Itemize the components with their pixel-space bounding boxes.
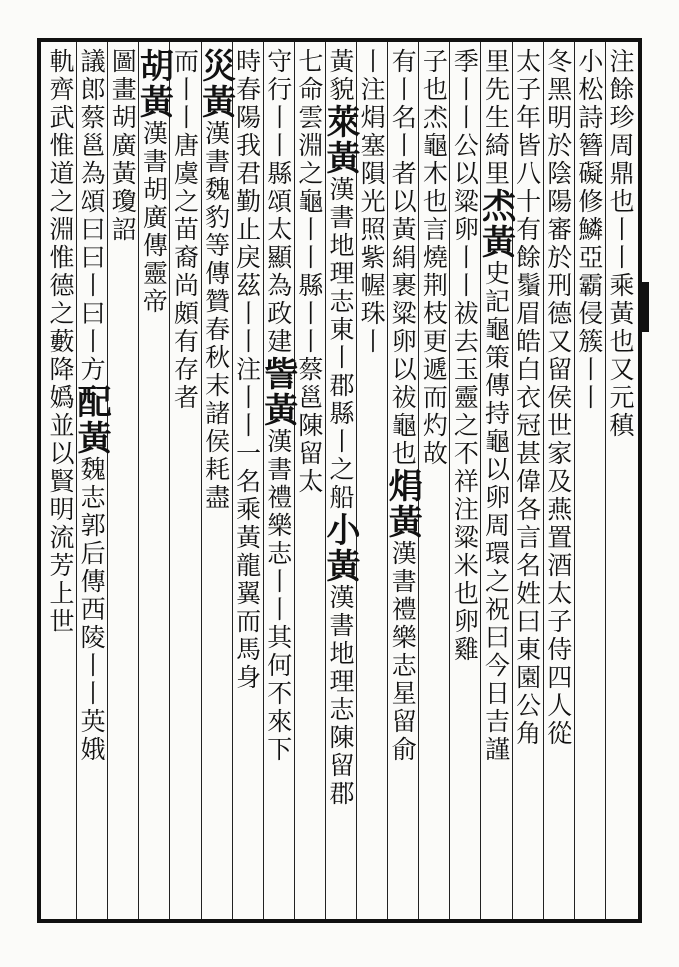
column-text: 漢書胡廣傳靈帝 xyxy=(139,120,169,316)
column-text: 議郎蔡邕為頌曰曰丨曰丨方 xyxy=(77,48,107,384)
column-text: 小松詩簪礙修鱗亞霸侵簇丨丨 xyxy=(574,48,604,412)
text-column xyxy=(231,48,264,918)
column-text: 守行丨丨縣頌太顯為政建 xyxy=(263,48,293,356)
text-column xyxy=(257,48,298,918)
column-text: 漢書地理志東丨郡縣丨之船 xyxy=(326,176,355,512)
text-column xyxy=(106,48,139,918)
page-edge-shadow xyxy=(642,410,656,570)
column-text: 黃貌 xyxy=(326,48,355,104)
column-text: 漢書禮樂志丨丨其何不來下 xyxy=(263,428,293,764)
headword: 胡黃 xyxy=(133,48,174,120)
column-text: 七命雲淵之龜丨丨 xyxy=(294,48,324,272)
text-column xyxy=(355,48,388,918)
column-text: 而丨丨唐虞之苗裔尚頗有存者 xyxy=(170,48,200,412)
text-column xyxy=(382,48,423,918)
headword: 焆黃 xyxy=(382,468,423,540)
text-column xyxy=(604,48,637,918)
column-text: 史記龜策傳持龜以卵周環之祝曰今日吉謹 xyxy=(481,260,511,764)
column-text: 冬黑明於陰陽審於刑德又留侯世家及燕置酒太子侍四人從 xyxy=(543,48,573,748)
text-column xyxy=(417,48,450,918)
column-text: 魏志郭后傳西陵丨丨英娥 xyxy=(77,456,107,764)
column-text: 注餘珍周鼎也丨丨乘黃也又元稹 xyxy=(605,48,635,440)
margin-tab-marker xyxy=(641,282,649,332)
headword: 萊黃 xyxy=(320,104,360,176)
column-text: 丨注焆 xyxy=(357,48,387,132)
text-column xyxy=(44,48,77,918)
column-text: 軌齊武惟道之淵惟德之藪 xyxy=(46,48,76,356)
column-text: 以粱卵丨丨祓去玉靈之不祥注粱米也卵雞 xyxy=(450,160,480,664)
text-column xyxy=(168,48,201,918)
column-text: 漢書魏豹等傳贊春秋末諸侯耗 xyxy=(201,120,231,484)
column-text: 里先生綺里 xyxy=(481,48,511,188)
column-text: 塞隕光照紫幄珠丨 xyxy=(357,132,387,356)
column-text: 圖畫胡廣黃瓊詔 xyxy=(108,48,138,244)
column-text: 注丨丨一名乘黃龍翼而馬身 xyxy=(232,356,262,692)
column-text: 降嬀並以賢明流芳上世 xyxy=(46,356,76,636)
text-column xyxy=(195,48,236,918)
column-text: 有丨名丨者以黃絹裹粱卵以祓龜也 xyxy=(388,48,418,468)
text-column xyxy=(475,48,516,918)
headword: 訾黃 xyxy=(257,356,298,428)
column-text: 時春陽我君勤止戾茲丨丨 xyxy=(232,48,262,356)
headword: 災黃 xyxy=(195,48,236,120)
text-column xyxy=(573,48,606,918)
text-column xyxy=(293,48,326,918)
headword: 小黃 xyxy=(320,512,360,584)
text-column xyxy=(320,48,360,918)
text-column xyxy=(542,48,575,918)
text-column xyxy=(448,48,481,918)
text-column xyxy=(511,48,544,918)
column-text: 太子年皆八十有餘鬚眉皓白衣冠甚偉各言名姓曰東園公角 xyxy=(512,48,542,748)
headword: 配黃 xyxy=(71,384,112,456)
text-column xyxy=(133,48,174,918)
column-text: 漢書地理志陳留郡 xyxy=(326,584,355,808)
headword: 𤇍黃 xyxy=(475,188,516,260)
column-text: 季丨丨公 xyxy=(450,48,480,160)
text-column xyxy=(71,48,112,918)
column-text: 漢書禮樂志星留俞 xyxy=(388,540,418,764)
column-text: 子也𤇍龜木也言燒荆枝更遞而灼故 xyxy=(419,48,449,468)
column-text: 縣丨丨蔡邕陳留太 xyxy=(294,272,324,496)
column-text: 盡 xyxy=(201,484,231,512)
